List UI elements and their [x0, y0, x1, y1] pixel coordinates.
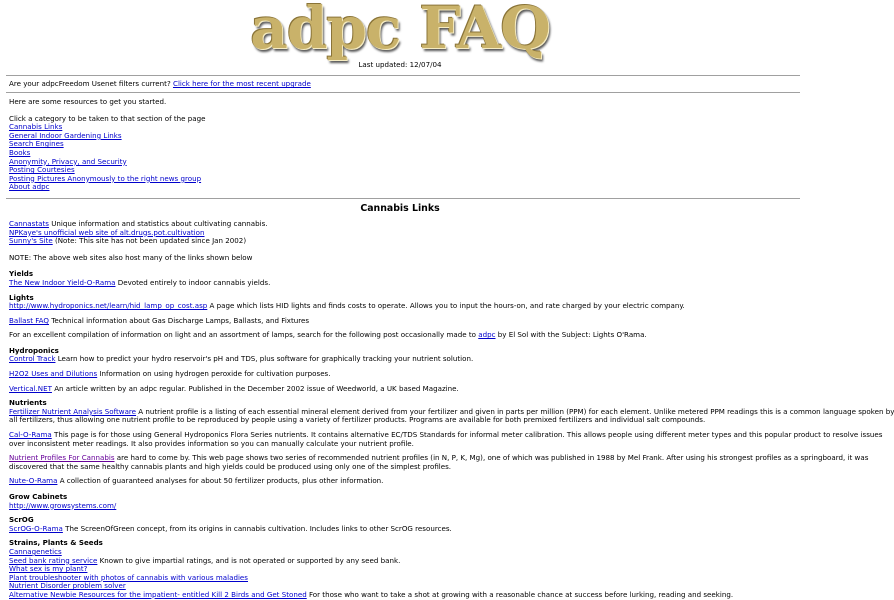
scrog-heading: ScrOG — [9, 515, 34, 525]
filters-row — [0, 76, 800, 92]
nutrients-text: are hard to come by. This web page shows two series of recommended nutrient profiles (in N, P, K, Mg), one of which was published in 1988 by Mel Frank. After using his strongest profiles as a springboard, it was — [114, 453, 869, 463]
strains-heading: Strains, Plants & Seeds — [9, 538, 103, 548]
nutrients-item — [9, 477, 796, 486]
page-header — [0, 0, 800, 75]
cal-o-rama-link[interactable]: Cal-O-Rama — [9, 430, 52, 440]
site-link[interactable]: Cannastats — [9, 218, 49, 228]
site-text: (Note: This site has not been updated since Jan 2002) — [52, 236, 247, 246]
divider — [6, 92, 800, 93]
nute-o-rama-link[interactable]: Nute-O-Rama — [9, 476, 58, 486]
category-link[interactable]: Anonymity, Privacy, and Security — [9, 156, 127, 166]
nutrient-disorder-link[interactable]: Nutrient Disorder problem solver — [9, 581, 126, 591]
site-link[interactable]: Sunny's Site — [9, 236, 53, 246]
nutrients-heading: Nutrients — [9, 398, 47, 408]
note-text: NOTE: The above web sites also host many of the links shown below — [9, 252, 253, 262]
cannabis-links-title: Cannabis Links — [360, 202, 440, 214]
click-category-text: Click a category to be taken to that section of the page — [9, 113, 206, 123]
lights-text: For an excellent compilation of information on light and an assortment of lamps, search for the following post occasionally made to — [9, 330, 479, 340]
site-text: Unique information and statistics about cultivating cannabis. — [48, 218, 268, 228]
h2o2-link[interactable]: H2O2 Uses and Dilutions — [9, 369, 98, 379]
fertilizer-analysis-link[interactable]: Fertilizer Nutrient Analysis Software — [9, 406, 137, 416]
category-link[interactable]: Books — [9, 147, 31, 157]
cannagenetics-link[interactable]: Cannagenetics — [9, 546, 62, 556]
lights-heading: Lights — [9, 292, 34, 302]
plant-sex-link[interactable]: What sex is my plant? — [9, 564, 88, 574]
scrog-o-rama-link[interactable]: ScrOG-O-Rama — [9, 523, 63, 533]
lights-text: A page which lists HID lights and finds costs to operate. Allows you to input the hours-on, and rate charged by your electric company. — [207, 301, 685, 311]
hydroponics-heading: Hydroponics — [9, 345, 59, 355]
strains-text: For those who want to take a shot at growing with a reasonable chance at success before lurking, reading and seeking. — [306, 589, 734, 599]
hydroponics-text: Learn how to predict your hydro reservoir's pH and TDS, plus software for graphically tracking your nutrient solution. — [55, 354, 474, 364]
category-link[interactable]: Search Engines — [9, 139, 64, 149]
strains-text: Known to give impartial ratings, and is not operated or supported by any seed bank. — [97, 555, 401, 565]
category-list — [9, 123, 796, 192]
scrog-text: The ScreenOfGreen concept, from its origins in cannabis cultivation. Includes links to other ScrOG resources. — [62, 523, 452, 533]
intro-section — [0, 98, 800, 192]
adpc-link[interactable]: adpc — [478, 330, 496, 340]
vertical-net-link[interactable]: Vertical.NET — [9, 383, 52, 393]
hydroponics-text: An article written by an adpc regular. Published in the December 2002 issue of Weedworld, a UK based Magazine. — [51, 383, 459, 393]
yields-link[interactable]: The New Indoor Yield-O-Rama — [9, 277, 116, 287]
category-link[interactable]: Posting Pictures Anonymously to the right news group — [9, 173, 202, 183]
lights-link[interactable]: http://www.hydroponics.net/learn/hid_lamp_op_cost.asp — [9, 301, 208, 311]
adpc-faq-logo: adpc FAQ — [250, 0, 550, 62]
nutrients-text: over inconsistent meter readings. It also provides information so you can manually calculate your nutrient profile. — [9, 438, 414, 448]
yields-item — [9, 279, 796, 288]
nutrients-text: A nutrient profile is a listing of each essential mineral element derived from your fertilizer and given in parts per million (PPM) for each element. Unlike metered PPM readings this is a common language spoken by — [136, 406, 894, 416]
hydroponics-text: Information on using hydrogen peroxide for cultivation purposes. — [97, 369, 331, 379]
category-link[interactable]: General Indoor Gardening Links — [9, 130, 122, 140]
grow-cabinets-heading: Grow Cabinets — [9, 492, 68, 501]
yields-heading: Yields — [9, 269, 34, 279]
strains-item — [9, 557, 796, 566]
nutrients-text: A collection of guaranteed analyses for about 50 fertilizer products, plus other information. — [57, 476, 384, 486]
hydroponics-item — [9, 385, 796, 394]
nutrients-text: discovered that the same healthy cannabis plants and high yields could be produced using only one of the simplest profiles. — [9, 461, 452, 471]
lights-item — [9, 317, 796, 326]
seed-bank-rating-link[interactable]: Seed bank rating service — [9, 555, 98, 565]
filters-upgrade-link[interactable]: Click here for the most recent upgrade — [172, 79, 311, 88]
control-track-link[interactable]: Control Track — [9, 354, 56, 364]
lights-item — [9, 302, 796, 311]
cannabis-section — [0, 218, 894, 600]
site-link[interactable]: NPKaye's unofficial web site of alt.drugs.pot.cultivation — [9, 227, 205, 237]
category-link[interactable]: About adpc — [9, 182, 50, 192]
lights-text: by El Sol with the Subject: Lights O'Rama. — [495, 330, 647, 340]
lights-item — [9, 331, 796, 340]
nutrients-text: all fertilizers, thus allowing one nutrient profile to be reproduced by people using a variety of fertilizer products. Programs are available for both premixed fertilizers and individual salt compounds. — [9, 415, 706, 425]
nutrient-profiles-link[interactable]: Nutrient Profiles For Cannabis — [9, 453, 115, 463]
filters-text: Are your adpcFreedom Usenet filters current? — [9, 79, 171, 88]
ballast-faq-link[interactable]: Ballast FAQ — [9, 315, 49, 325]
category-link[interactable]: Cannabis Links — [9, 122, 63, 132]
nutrients-text: This page is for those using General Hydroponics Flora Series nutrients. It contains alternative EC/TDS Standards for informal meter calibration. This allows people using different meter types and this popular product to resolve issues — [51, 430, 883, 440]
last-updated: Last updated: 12/07/04 — [358, 60, 442, 69]
yields-text: Devoted entirely to indoor cannabis yields. — [115, 277, 271, 287]
scrog-item — [9, 525, 796, 534]
growsystems-link[interactable]: http://www.growsystems.com/ — [9, 500, 117, 510]
lights-text: Technical information about Gas Discharge Lamps, Ballasts, and Fixtures — [48, 315, 310, 325]
category-link[interactable]: Posting Courtesies — [9, 165, 75, 175]
hydroponics-item — [9, 370, 796, 379]
plant-troubleshooter-link[interactable]: Plant troubleshooter with photos of cannabis with various maladies — [9, 572, 248, 582]
strains-item — [9, 591, 796, 600]
hydroponics-item — [9, 355, 796, 364]
newbie-resources-link[interactable]: Alternative Newbie Resources for the impatient- entitled Kill 2 Birds and Get Stoned — [9, 589, 307, 599]
resources-text: Here are some resources to get you started. — [9, 97, 167, 106]
divider — [6, 198, 800, 199]
site-item — [9, 237, 796, 246]
